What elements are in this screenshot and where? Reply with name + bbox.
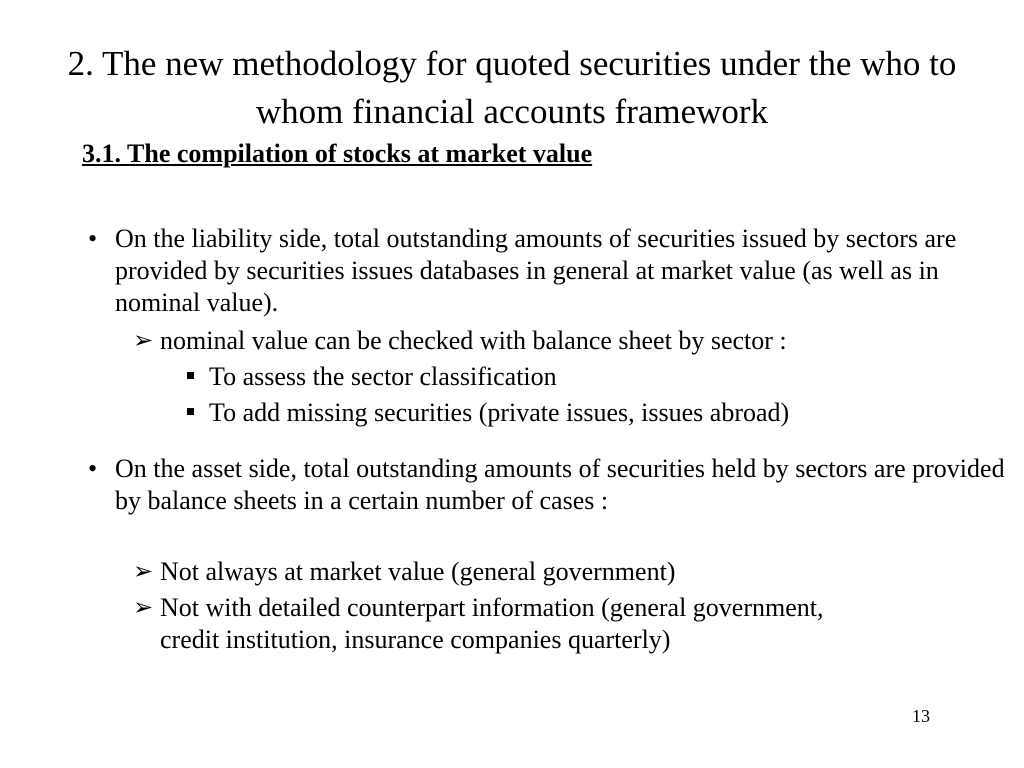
bullet-text: On the liability side, total outstanding amounts of securities issued by sectors are provided by securities issues databases in general at market value (as well as in nominal value). — [115, 224, 957, 317]
subbullet-text: Not always at market value (general government) — [160, 557, 676, 586]
bullet-dot-icon: • — [88, 224, 98, 253]
subsubbullet-sector-classification — [187, 361, 1009, 393]
bullet-dot-icon: • — [88, 454, 98, 483]
page-number: 13 — [912, 706, 930, 726]
subsubbullet-text: To assess the sector classification — [209, 362, 557, 391]
section-heading: 3.1. The compilation of stocks at market value — [82, 139, 593, 168]
bullet-text: On the asset side, total outstanding amounts of securities held by sectors are provided by balance sheets in a certain number of cases : — [115, 454, 1005, 515]
bullet-asset-side — [88, 453, 1015, 517]
subsubbullet-missing-securities — [187, 397, 1009, 429]
square-bullet-icon — [187, 372, 194, 379]
subbullet-no-counterpart-info — [133, 592, 860, 656]
square-bullet-icon — [187, 408, 194, 415]
arrow-right-icon: ➢ — [133, 595, 154, 621]
subbullet-nominal-value — [133, 325, 1020, 357]
slide-title: 2. The new methodology for quoted securities under the who to whom financial accounts framework — [67, 44, 957, 131]
subbullet-text: nominal value can be checked with balance sheet by sector : — [160, 326, 787, 355]
subbullet-not-market-value — [133, 556, 1020, 588]
bullet-liability-side — [88, 223, 1015, 319]
arrow-right-icon: ➢ — [133, 328, 154, 354]
subsubbullet-text: To add missing securities (private issues, issues abroad) — [209, 398, 790, 427]
arrow-right-icon: ➢ — [133, 559, 154, 585]
subbullet-text: Not with detailed counterpart information (general government, credit institution, insurance companies quarterly) — [160, 593, 824, 654]
